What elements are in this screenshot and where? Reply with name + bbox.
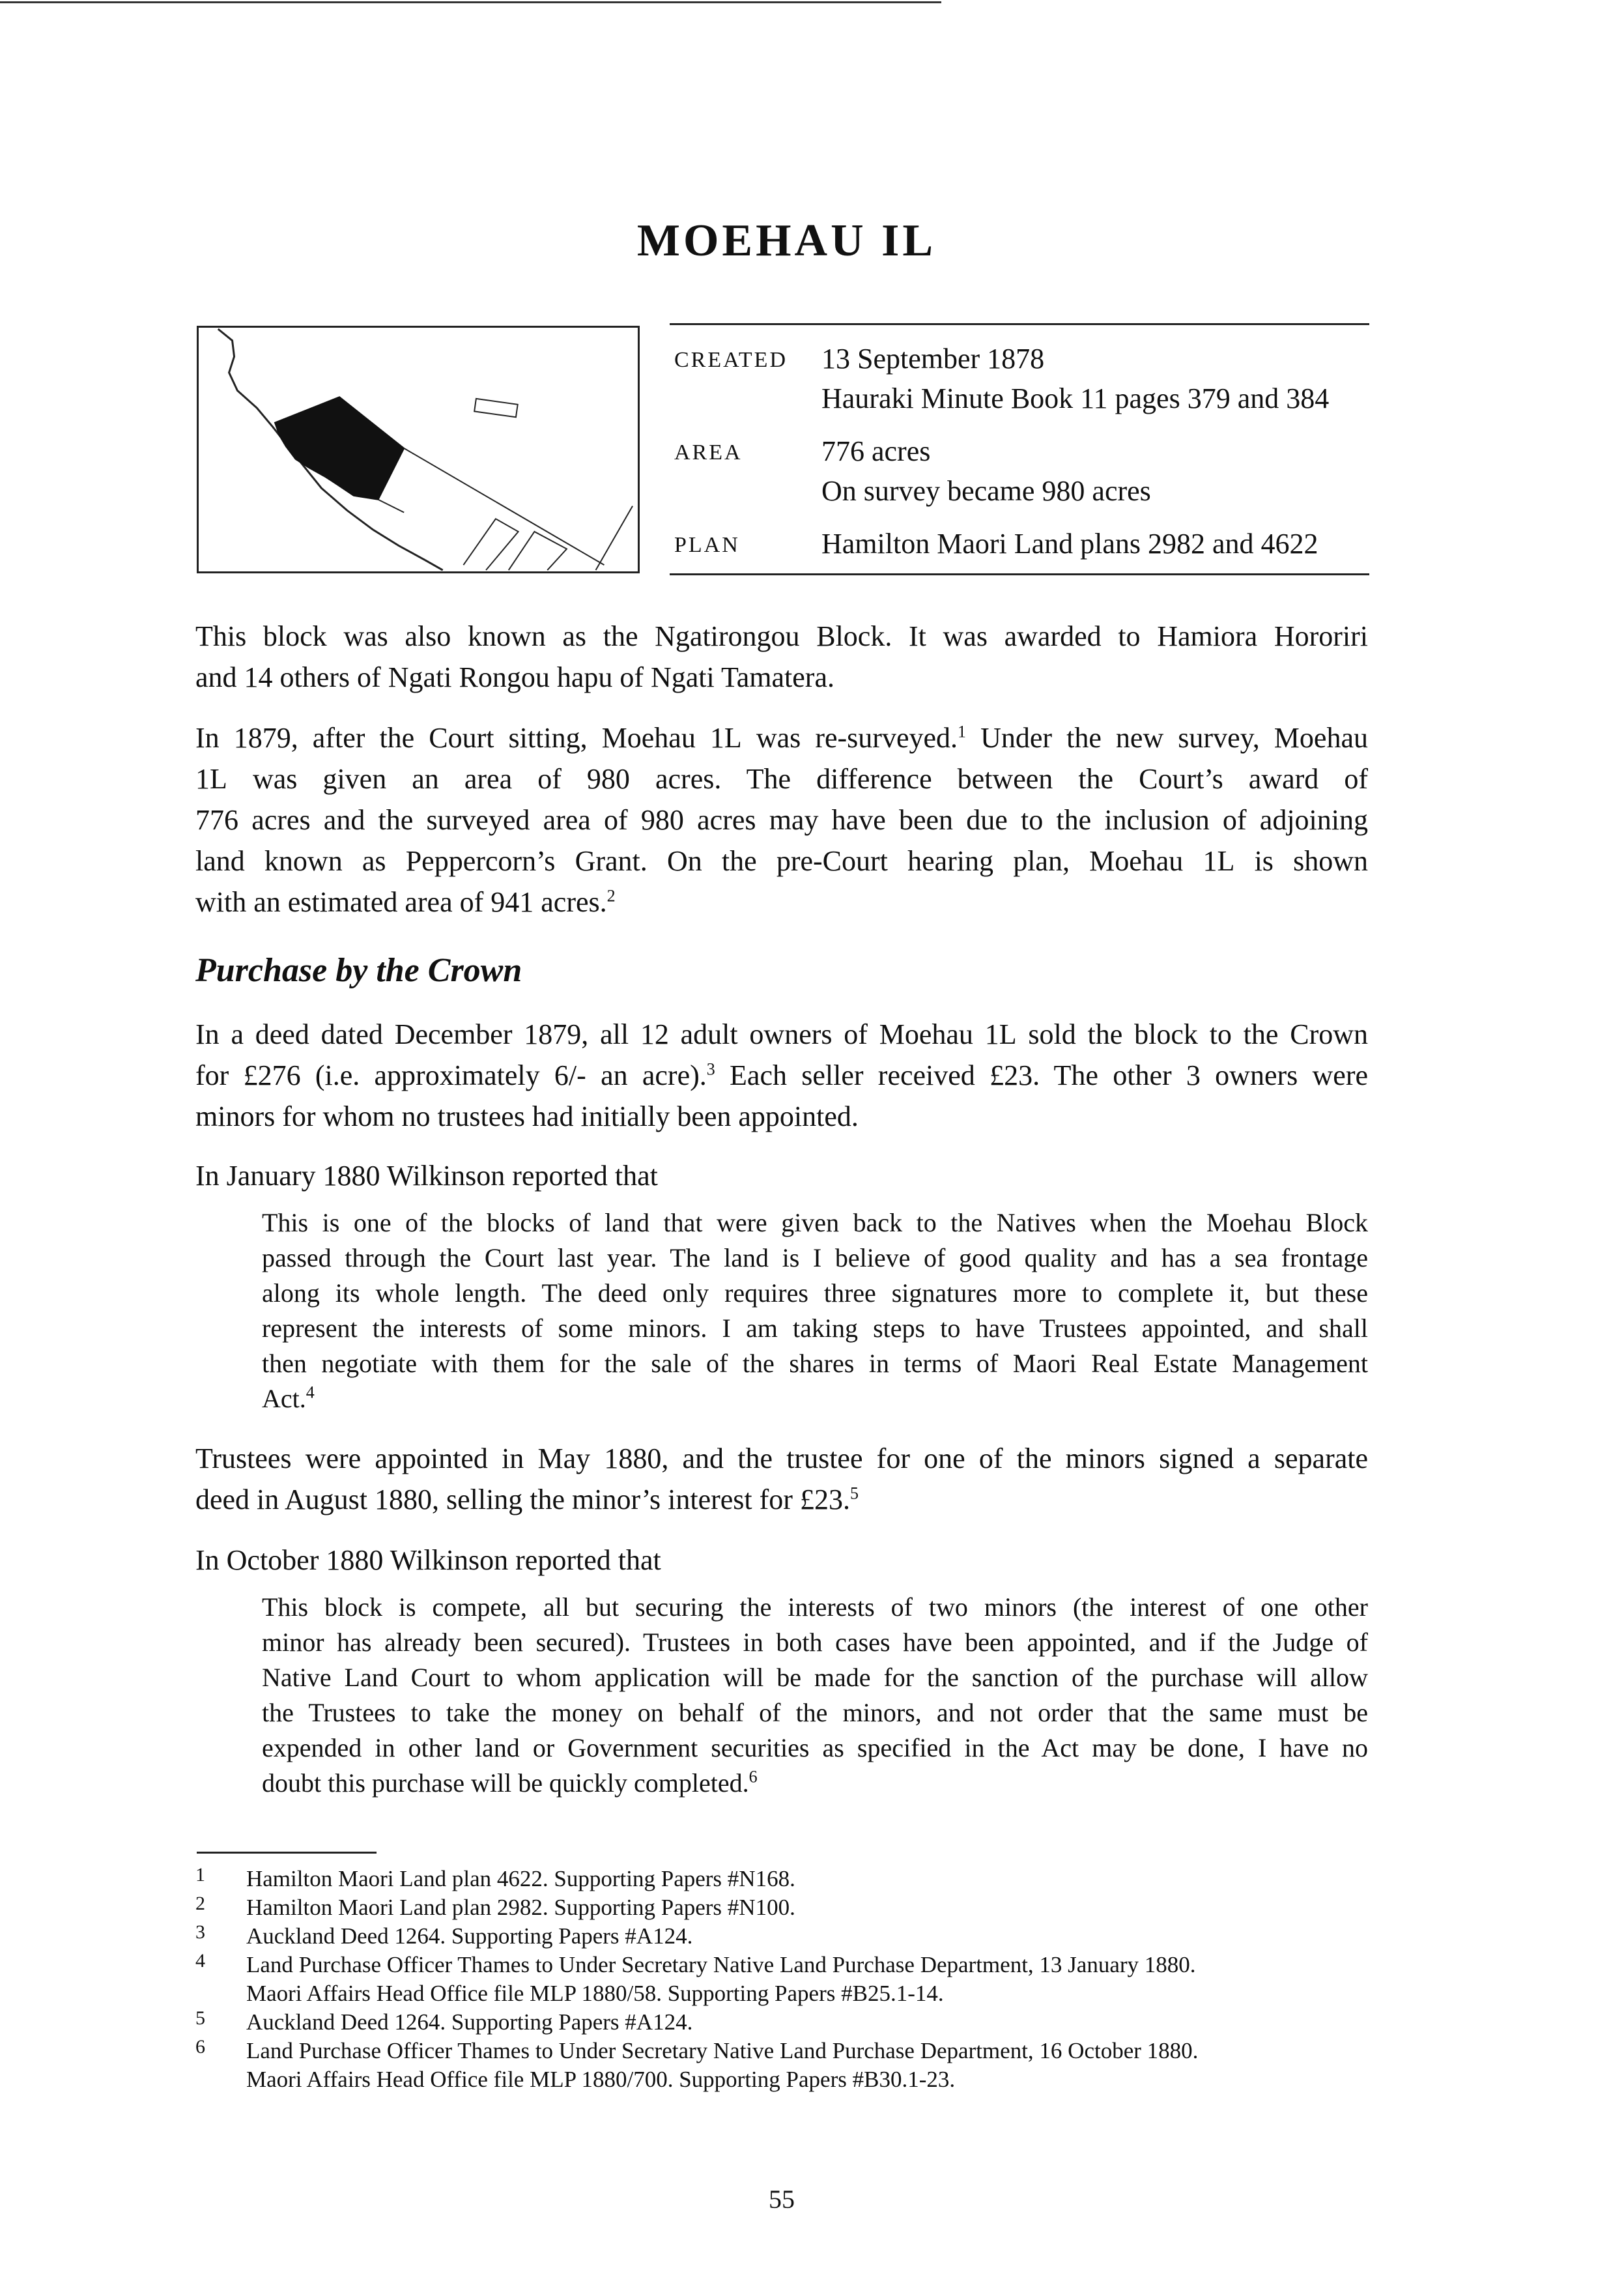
info-rule-top: [670, 323, 1369, 325]
block-quote-january: [262, 1205, 1368, 1416]
adjoining-parcel: [378, 448, 605, 565]
footnote-text-continued: Maori Affairs Head Office file MLP 1880/700. Supporting Papers #B30.1-23.: [246, 2067, 956, 2092]
quote-line: This block is compete, all but securing the interests of two minors (the interest of one other: [262, 1592, 1368, 1622]
section-heading: Purchase by the Crown: [195, 952, 522, 989]
info-rule-bottom: [670, 573, 1369, 575]
footnote-number: 4: [195, 1950, 205, 1972]
footnote-ref[interactable]: 6: [748, 1767, 758, 1786]
footnote-text: Land Purchase Officer Thames to Under Secretary Native Land Purchase Department, 13 January 1880.: [246, 1952, 1196, 1977]
block-shape: [275, 397, 404, 499]
plan-label: PLAN: [674, 533, 740, 557]
footnote-item: [195, 2037, 1368, 2094]
footnote-text: Hamilton Maori Land plan 4622. Supporting Papers #N168.: [246, 1866, 795, 1891]
quote-line: then negotiate with them for the sale of the shares in terms of Maori Real Estate Management: [262, 1349, 1368, 1378]
text-line: In 1879, after the Court sitting, Moehau 1L was re-surveyed.$^1$ Under the new survey, Moehau: [195, 722, 1368, 754]
text-line: 776 acres and the surveyed area of 980 acres may have been due to the inclusion of adjoining: [195, 804, 1368, 836]
footnote-number: 6: [195, 2036, 205, 2058]
info-row-area: [674, 431, 1371, 516]
survey-strips: [463, 506, 633, 570]
quote-line: passed through the Court last year. The land is I believe of good quality and has a sea frontage: [262, 1243, 1368, 1272]
text-line: with an estimated area of 941 acres.$^2$: [195, 886, 616, 918]
paragraph-trustees: [195, 1438, 1368, 1520]
footnotes: [195, 1865, 1368, 2094]
footnote-number: 5: [195, 2007, 205, 2029]
created-minute-book: Hauraki Minute Book 11 pages 379 and 384: [821, 382, 1330, 414]
area-label: AREA: [674, 440, 743, 465]
footnote-number: 1: [195, 1864, 205, 1886]
text-line: In October 1880 Wilkinson reported that: [195, 1544, 661, 1576]
footnote-ref[interactable]: 2: [606, 886, 616, 906]
quote-line: the Trustees to take the money on behalf of the minors, and not order that the same must be: [262, 1698, 1368, 1727]
created-date: 13 September 1878: [821, 343, 1045, 375]
quote-line: Act.$^4$: [262, 1383, 315, 1413]
quote-line: minor has already been secured). Trustees in both cases have been appointed, and if the Judge of: [262, 1628, 1368, 1657]
top-rule: [0, 1, 941, 3]
block-quote-october: [262, 1590, 1368, 1801]
footnote-number: 2: [195, 1893, 205, 1914]
text-line: In a deed dated December 1879, all 12 adult owners of Moehau 1L sold the block to the Crown: [195, 1018, 1368, 1050]
footnote-text: Auckland Deed 1264. Supporting Papers #A124.: [246, 1923, 693, 1949]
plan-value: Hamilton Maori Land plans 2982 and 4622: [821, 528, 1318, 560]
small-parcel: [474, 399, 518, 417]
text-line: 1L was given an area of 980 acres. The difference between the Court’s award of: [195, 763, 1368, 795]
text-line: deed in August 1880, selling the minor’s interest for £23.$^5$: [195, 1484, 859, 1515]
text-line: land known as Peppercorn’s Grant. On the pre-Court hearing plan, Moehau 1L is shown: [195, 845, 1368, 877]
paragraph-deed: [195, 1014, 1368, 1137]
text-line: for £276 (i.e. approximately 6/- an acre).$^3$ Each seller received £23. The other 3 owners were: [195, 1059, 1369, 1091]
footnote-ref[interactable]: 3: [706, 1059, 715, 1079]
location-map-drawing: [199, 328, 638, 571]
text-line: Trustees were appointed in May 1880, and the trustee for one of the minors signed a separate: [195, 1442, 1368, 1474]
quote-line: Native Land Court to whom application will be made for the sanction of the purchase will allow: [262, 1663, 1368, 1692]
footnote-item: [195, 1922, 1368, 1951]
footnote-ref[interactable]: 4: [306, 1383, 315, 1402]
page-number: 55: [769, 2185, 795, 2214]
paragraph-january-report: [195, 1155, 1368, 1196]
quote-line: represent the interests of some minors. I am taking steps to have Trustees appointed, and shall: [262, 1313, 1368, 1343]
info-row-created: [674, 339, 1371, 430]
footnote-number: 3: [195, 1921, 205, 1943]
footnote-text: Land Purchase Officer Thames to Under Secretary Native Land Purchase Department, 16 October 1880.: [246, 2038, 1199, 2063]
footnote-text-continued: Maori Affairs Head Office file MLP 1880/58. Supporting Papers #B25.1-14.: [246, 1981, 944, 2006]
area-value: 776 acres: [821, 435, 931, 467]
footnote-item: [195, 2008, 1368, 2037]
footnote-text: Auckland Deed 1264. Supporting Papers #A124.: [246, 2009, 693, 2035]
paragraph-resurvey: [195, 717, 1368, 923]
footnote-item: [195, 1865, 1368, 1893]
quote-line: This is one of the blocks of land that were given back to the Natives when the Moehau Block: [262, 1208, 1368, 1237]
footnote-ref[interactable]: 1: [958, 722, 967, 741]
footnote-rule: [197, 1852, 377, 1854]
text-line: In January 1880 Wilkinson reported that: [195, 1160, 658, 1192]
footnote-item: [195, 1951, 1368, 2008]
footnote-item: [195, 1893, 1368, 1922]
text-line: This block was also known as the Ngatirongou Block. It was awarded to Hamiora Hororiri: [195, 620, 1368, 652]
paragraph-october-report: [195, 1540, 1368, 1581]
info-row-plan: [674, 524, 1371, 569]
quote-line: expended in other land or Government securities as specified in the Act may be done, I have no: [262, 1733, 1368, 1762]
paragraph-intro: [195, 616, 1368, 698]
created-label: CREATED: [674, 348, 788, 372]
quote-line: along its whole length. The deed only requires three signatures more to complete it, but these: [262, 1278, 1368, 1308]
quote-line: doubt this purchase will be quickly completed.$^6$: [262, 1767, 758, 1798]
text-line: and 14 others of Ngati Rongou hapu of Ngati Tamatera.: [195, 661, 834, 693]
text-line: minors for whom no trustees had initially been appointed.: [195, 1100, 859, 1132]
page-title: MOEHAU IL: [636, 216, 937, 266]
location-map: [197, 326, 640, 573]
area-survey-value: On survey became 980 acres: [821, 475, 1151, 507]
footnote-text: Hamilton Maori Land plan 2982. Supporting Papers #N100.: [246, 1895, 795, 1920]
footnote-ref[interactable]: 5: [849, 1484, 859, 1503]
